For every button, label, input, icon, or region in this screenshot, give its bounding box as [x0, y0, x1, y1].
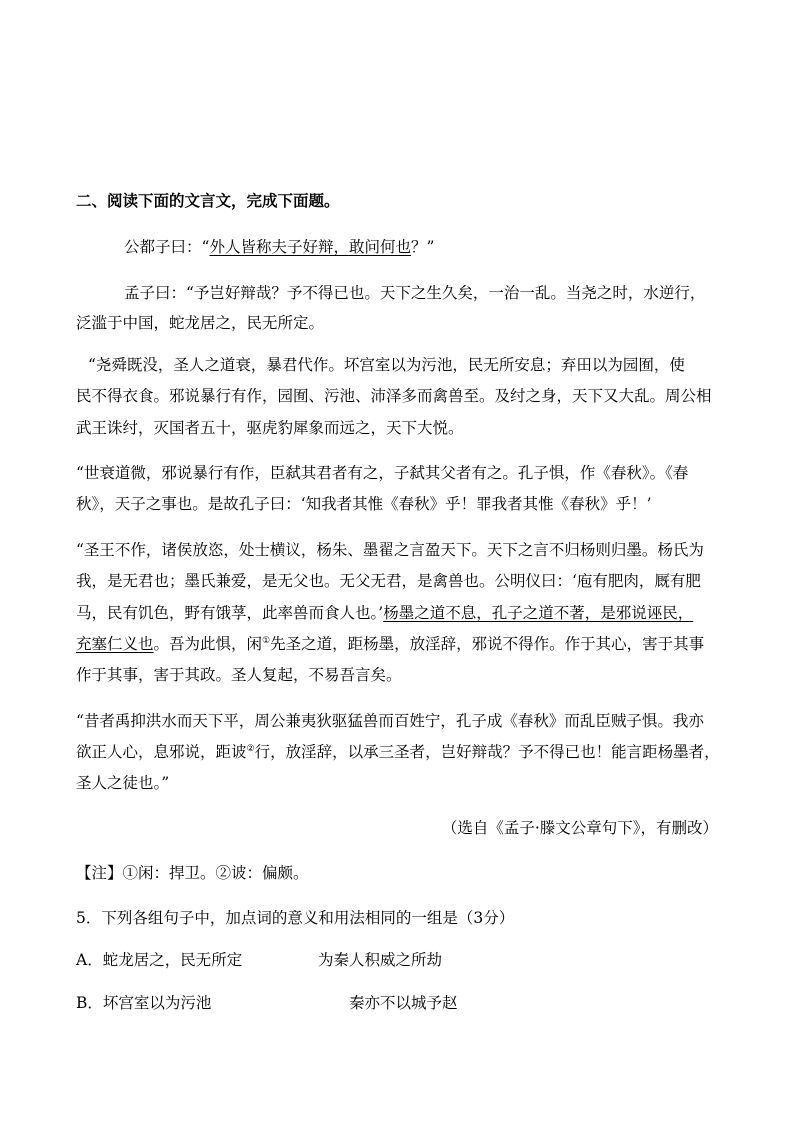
passage-paragraph-1: 公都子曰：“外人皆称夫子好辩，敢问何也？” [124, 238, 435, 256]
option-b-label: B． [76, 994, 103, 1012]
option-b[interactable] [76, 993, 211, 1013]
passage-paragraph-6-line-1: “昔者禹抑洪水而天下平，周公兼夷狄驱猛兽而百姓宁，孔子成《春秋》而乱臣贼子惧。我亦 [76, 712, 704, 730]
passage-paragraph-5-line-5: 作于其事，害于其政。圣人复起，不易吾言矣。 [76, 666, 402, 684]
option-a-right: 为秦人积威之所劫 [318, 951, 443, 969]
passage-source: （选自《孟子·滕文公章句下》，有删改） [441, 819, 718, 837]
option-a-label: A． [76, 951, 103, 969]
underlined-sentence: 外人皆称夫子好辩，敢问何也 [209, 238, 411, 256]
footnote-marker-1: ① [262, 636, 271, 646]
passage-paragraph-4-line-2: 秋》，天子之事也。是故孔子曰：‘知我者其惟《春秋》乎！罪我者其惟《春秋》乎！’ [76, 495, 652, 513]
passage-paragraph-5-line-1: “圣王不作，诸侯放恣，处士横议，杨朱、墨翟之言盈天下。天下之言不归杨则归墨。杨氏为 [76, 541, 704, 559]
footnote: 【注】①闲：捍卫。②诐：偏颇。 [76, 864, 309, 882]
passage-paragraph-2-line-2: 泛滥于中国，蛇龙居之，民无所定。 [76, 314, 325, 332]
option-a-left: 蛇龙居之，民无所定 [102, 951, 243, 969]
passage-paragraph-2-line-1: 孟子曰：“予岂好辩哉？予不得已也。天下之生久矣，一治一乱。当尧之时，水逆行， [124, 284, 706, 302]
passage-paragraph-3-line-1: “尧舜既没，圣人之道衰，暴君代作。坏宫室以为污池，民无所安息；弃田以为园囿，使 [88, 356, 685, 374]
passage-paragraph-6-line-2: 欲正人心，息邪说，距诐②行，放淫辞，以承三圣者，岂好辩哉？予不得已也！能言距杨墨者， [76, 743, 720, 761]
passage-paragraph-4-line-1: “世衰道微，邪说暴行有作，臣弑其君者有之，子弑其父者有之。孔子惧，作《春秋》。《春 [76, 464, 689, 482]
passage-paragraph-5-line-3: 马，民有饥色，野有饿莩，此率兽而食人也。’杨墨之道不息，孔子之道不著，是邪说诬民， [76, 604, 694, 622]
passage-paragraph-6-line-3: 圣人之徒也。” [76, 774, 170, 792]
passage-paragraph-5-line-2: 我，是无君也；墨氏兼爱，是无父也。无父无君，是禽兽也。公明仪曰：‘庖有肥肉，厩有肥 [76, 572, 701, 590]
underlined-sentence: 杨墨之道不息，孔子之道不著，是邪说诬民， [383, 604, 694, 622]
passage-paragraph-3-line-2: 民不得衣食。邪说暴行有作，园囿、污池、沛泽多而禽兽至。及纣之身，天下又大乱。周公相 [76, 387, 712, 405]
option-b-right: 秦亦不以城予赵 [349, 994, 458, 1012]
option-a[interactable] [76, 950, 242, 970]
question-stem: 5．下列各组句子中，加点词的意义和用法相同的一组是（3分） [76, 909, 515, 927]
section-title: 二、阅读下面的文言文，完成下面题。 [76, 191, 340, 210]
underlined-sentence: 充塞仁义也 [76, 635, 154, 653]
footnote-marker-2: ② [246, 744, 255, 754]
passage-paragraph-5-line-4: 充塞仁义也。吾为此惧，闲①先圣之道，距杨墨，放淫辞，邪说不得作。作于其心，害于其事 [76, 635, 705, 653]
passage-paragraph-3-line-3: 武王诛纣，灭国者五十，驱虎豹犀象而远之，天下大悦。 [76, 419, 464, 437]
option-b-left: 坏宫室以为污池 [102, 994, 212, 1012]
